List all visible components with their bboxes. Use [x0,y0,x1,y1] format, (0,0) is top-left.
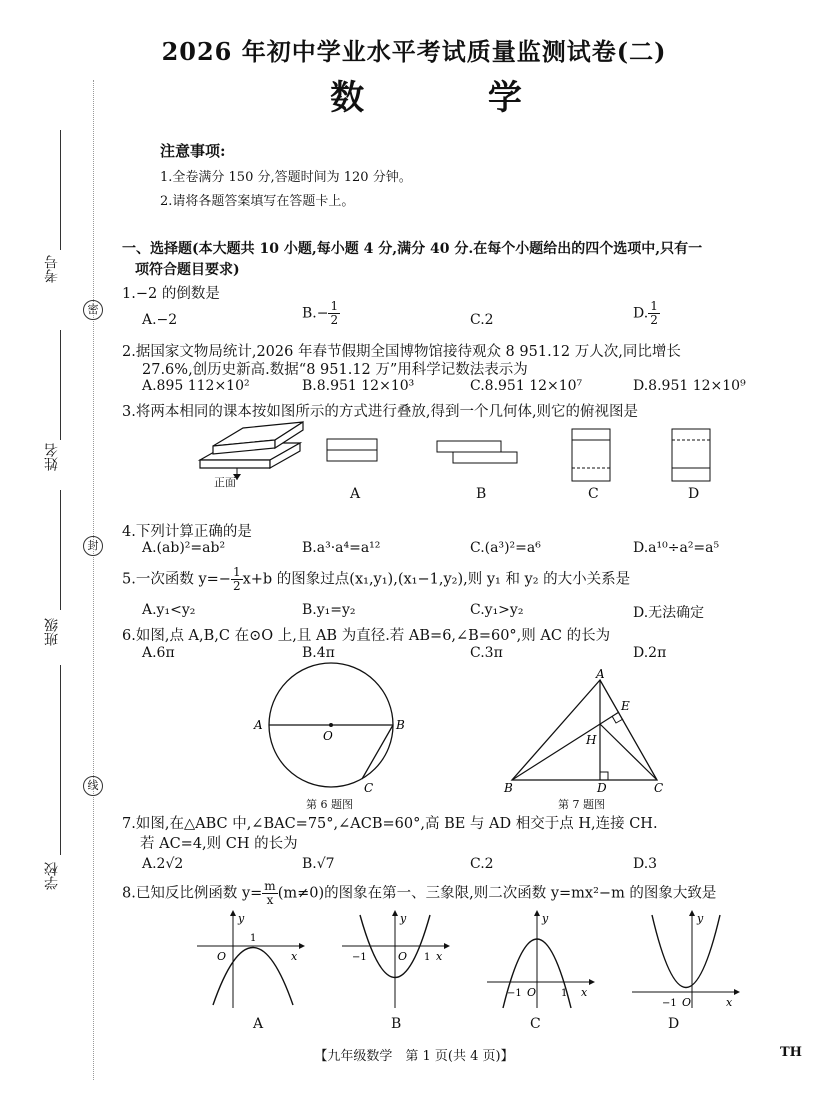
q8-graph-b [340,910,450,1010]
q5-stem-pre: 5.一次函数 y=− [122,571,231,588]
q8-label-d: D [668,1016,680,1032]
q8d-y: y [697,912,704,925]
q5-option-a: A.y₁<y₂ [142,602,196,618]
q8d-o: O [682,996,692,1009]
q5-fraction: $\frac{1}{2}$ [232,565,241,593]
q8-label-b: B [391,1016,402,1032]
seal-mark-xian: 线 [83,776,103,796]
q8-graph-a [195,910,305,1010]
q8c-x: x [581,986,588,999]
q7-option-d: D.3 [633,856,658,872]
question-7-stem: 7.如图,在△ABC 中,∠BAC=75°,∠ACB=60°,高 BE 与 AD 相交于点 H,连接 CH. [122,816,658,832]
q1-option-d-prefix: D. [633,305,649,322]
q8d-neg-one: −1 [662,998,677,1009]
question-6-stem: 6.如图,点 A,B,C 在⊙O 上,且 AB 为直径.若 AB=6,∠B=60°,则 AC 的长为 [122,628,611,644]
question-8-stem [122,880,716,907]
q1-option-c: C.2 [470,312,494,328]
seal-mark-feng: 封 [83,536,103,556]
question-1-stem: 1.−2 的倒数是 [122,286,220,302]
school-label: 学校 [44,862,60,890]
q3-label-d: D [688,486,700,502]
q7-option-b: B.√7 [302,856,335,872]
q6-option-c: C.3π [470,645,503,661]
q6-option-b: B.4π [302,645,335,661]
q8b-one: 1 [424,952,431,963]
q8d-x: x [726,996,733,1009]
q2-option-d: D.8.951 12×10⁹ [633,378,746,394]
q3-option-d-figure [671,428,713,484]
q3-label-a: A [350,486,361,502]
notice-title: 注意事项: [160,142,226,160]
q7-triangle-figure [500,668,675,798]
student-id-line [60,130,61,250]
q3-option-b-figure [436,440,520,466]
page-footer: 【九年级数学 第 1 页(共 4 页)】 [314,1049,514,1064]
question-7-stem-cont: 若 AC=4,则 CH 的长为 [140,836,298,852]
school-line [60,665,61,855]
name-label: 姓名 [44,443,60,471]
q8b-o: O [398,950,408,963]
q4-option-c: C.(a³)²=a⁶ [470,540,541,556]
class-label: 班级 [44,618,60,646]
seal-mark-mi: 密 [83,300,103,320]
q7-point-d: D [597,781,607,795]
q3-front-label: 正面 [214,476,236,489]
q6-option-d: D.2π [633,645,667,661]
q7-option-c: C.2 [470,856,494,872]
q6-point-o: O [323,729,333,743]
q5-option-d: D.无法确定 [633,605,705,621]
q8-label-a: A [253,1016,264,1032]
q2-option-a: A.895 112×10² [142,378,250,394]
q8-label-c: C [530,1016,541,1032]
q1-option-b-fraction: $\frac{1}{2}$ [330,299,339,327]
q7-option-a: A.2√2 [142,856,184,872]
class-line [60,490,61,610]
q1-option-d-fraction: $\frac{1}{2}$ [650,299,658,327]
q3-option-a-figure [326,438,378,464]
exam-title: 2026 年初中学业水平考试质量监测试卷(二) [161,37,667,66]
q8c-y: y [542,912,549,925]
q4-option-b: B.a³·a⁴=a¹² [302,540,381,556]
q8b-x: x [436,950,443,963]
paper-code: TH [780,1045,802,1060]
q8a-o: O [217,950,227,963]
q6-point-a: A [254,718,263,732]
q7-point-a: A [596,668,605,681]
question-2-stem: 2.据国家文物局统计,2026 年春节假期全国博物馆接待观众 8 951.12 万人次,同比增长 [122,344,681,360]
question-4-stem: 4.下列计算正确的是 [122,524,252,540]
q1-option-b-prefix: B.− [302,305,329,322]
q2-option-c: C.8.951 12×10⁷ [470,378,583,394]
q7-caption: 第 7 题图 [558,798,605,811]
q8c-one: 1 [561,988,568,999]
notice-item: 1.全卷满分 150 分,答题时间为 120 分钟。 [160,170,412,185]
notice-item: 2.请将各题答案填写在答题卡上。 [160,194,355,209]
binding-dotted-line [93,80,94,1080]
q7-point-c: C [654,781,664,795]
q7-point-h: H [586,733,597,747]
q6-caption: 第 6 题图 [306,798,353,811]
section-heading: 一、选择题(本大题共 10 小题,每小题 4 分,满分 40 分.在每个小题给出的四个选项中,只有一 [122,241,703,257]
q6-point-b: B [396,718,405,732]
q8-stem-post: (m≠0)的图象在第一、三象限,则二次函数 y=mx²−m 的图象大致是 [277,885,717,902]
q8c-neg-one: −1 [507,988,522,999]
q8a-one: 1 [250,933,257,944]
q1-option-b [302,300,340,327]
q8-fraction: $\frac{m}{x}$ [264,879,276,907]
section-heading-cont: 项符合题目要求) [135,262,240,278]
q2-option-b: B.8.951 12×10³ [302,378,415,394]
subject-title: 数 学 [330,78,578,118]
q6-circle-figure [250,662,410,802]
q8-graph-d [630,910,740,1010]
question-5-stem [122,566,630,593]
name-line [60,330,61,440]
q1-option-d [633,300,660,327]
q1-option-a: A.−2 [142,312,178,328]
q3-books-figure [195,418,305,493]
q5-option-c: C.y₁>y₂ [470,602,524,618]
q3-label-b: B [476,486,487,502]
q7-point-e: E [621,699,630,713]
q6-point-c: C [364,781,374,795]
q5-stem-post: x+b 的图象过点(x₁,y₁),(x₁−1,y₂),则 y₁ 和 y₂ 的大小关系是 [242,571,631,588]
q8a-x: x [291,950,298,963]
q7-point-b: B [504,781,513,795]
q3-label-c: C [588,486,599,502]
question-2-stem-cont: 27.6%,创历史新高.数据“8 951.12 万”用科学记数法表示为 [142,362,528,378]
q4-option-a: A.(ab)²=ab² [142,540,226,556]
q8-stem-pre: 8.已知反比例函数 y= [122,885,263,902]
q4-option-d: D.a¹⁰÷a²=a⁵ [633,540,720,556]
q8a-y: y [238,912,245,925]
q8b-neg-one: −1 [352,952,367,963]
q8-graph-c [485,910,595,1010]
q5-option-b: B.y₁=y₂ [302,602,356,618]
q3-option-c-figure [571,428,613,484]
q8b-y: y [400,912,407,925]
question-3-stem: 3.将两本相同的课本按如图所示的方式进行叠放,得到一个几何体,则它的俯视图是 [122,404,639,420]
q6-option-a: A.6π [142,645,175,661]
q8c-o: O [527,986,537,999]
student-id-label: 考号 [44,255,60,283]
